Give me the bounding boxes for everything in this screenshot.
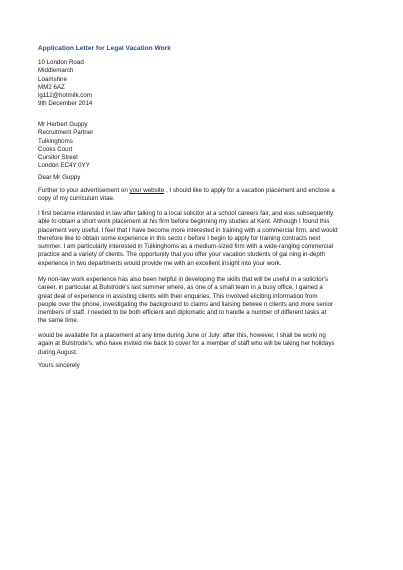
paragraph-line: again at Bulstrode's, who have invited me back to cover for a member of staff who will be taking her holidays [38, 340, 335, 348]
recipient-address [38, 121, 93, 171]
paragraph-line: I first became interested in law after talking to a local solicitor at a school careers fair, and was subsequently [38, 210, 334, 217]
paragraph-line: during August. [38, 348, 78, 356]
paragraph-line: experience in two departments would provide me with an excellent insight into your work. [38, 259, 282, 267]
salutation-text: Dear Mr Guppy [38, 174, 81, 181]
paragraph-2 [38, 210, 338, 268]
paragraph-text: Further to your advertisement on [38, 187, 130, 194]
paragraph-line: therefore like to obtain some experience in this secto r before I begin to apply for training contracts next [38, 234, 321, 242]
paragraph-line: would be available for a placement at any time during June or July: after this, however, I shall be worki ng [38, 332, 326, 339]
paragraph-1 [38, 187, 335, 204]
paragraph-3 [38, 276, 333, 326]
sender-line: 10 London Road [38, 59, 84, 66]
sender-line: Loamshire [38, 75, 67, 83]
sender-line: Middlemarch [38, 67, 74, 75]
paragraph-line: career, in particular at Bulstrode's last summer where, as one of a small team in a busy office, I gained a [38, 284, 323, 292]
paragraph-line: members of staff. I needed to be both efficient and diplomatic and to handle a number of different tasks at [38, 309, 327, 317]
recipient-line: Mr Herbert Guppy [38, 121, 88, 128]
paragraph-line [38, 187, 335, 195]
paragraph-line: people over the phone, investigating the background to claims and liaising betwee n clients and more senior [38, 300, 334, 308]
website-link[interactable]: your website [129, 187, 165, 194]
paragraph-line: able to obtain a short work placement at his firm before beginning my studies at Kent. Although I found this [38, 218, 330, 226]
letter-title: Application Letter for Legal Vacation Work [38, 45, 171, 52]
recipient-line: London EC4Y 0YY [38, 162, 90, 170]
closing [38, 362, 80, 370]
paragraph-line: the same time. [38, 317, 79, 325]
paragraph-line: placement very useful, I feel that I have become more interested in training with a commercial firm, and would [38, 226, 338, 234]
sender-line: MM2 6AZ [38, 83, 65, 91]
sender-email: lg112@hotmilk.com [38, 92, 92, 100]
paragraph-line: great deal of experience in assisting clients with their enquiries. This involved eliciting information from [38, 292, 318, 300]
paragraph-line: copy of my curriculum vitae. [38, 195, 115, 203]
recipient-line: Cooks Court [38, 145, 73, 153]
salutation [38, 174, 80, 182]
recipient-line: Tulkinghoms [38, 137, 73, 145]
paragraph-line: summer. I am particularly interested in Tulkinghoms as a medium-sized firm with a wide-ranging commercial [38, 243, 334, 251]
closing-text: Yours sincerely [38, 362, 80, 369]
recipient-line: Recruitment Partner [38, 129, 94, 137]
paragraph-4 [38, 332, 335, 357]
paragraph-text: , I should like to apply for a vacation placement and enclose a [164, 187, 335, 194]
sender-address [38, 59, 92, 109]
recipient-line: Cursitor Street [38, 154, 78, 162]
paragraph-line: practice and a variety of clients. The opportunity that you offer your vacation students of gai ning in-depth [38, 251, 325, 259]
letter-date: 9th December 2014 [38, 100, 93, 108]
paragraph-line: My non-law work experience has also been helpful in developing the skills that will be useful in a solicitor's [38, 276, 329, 283]
